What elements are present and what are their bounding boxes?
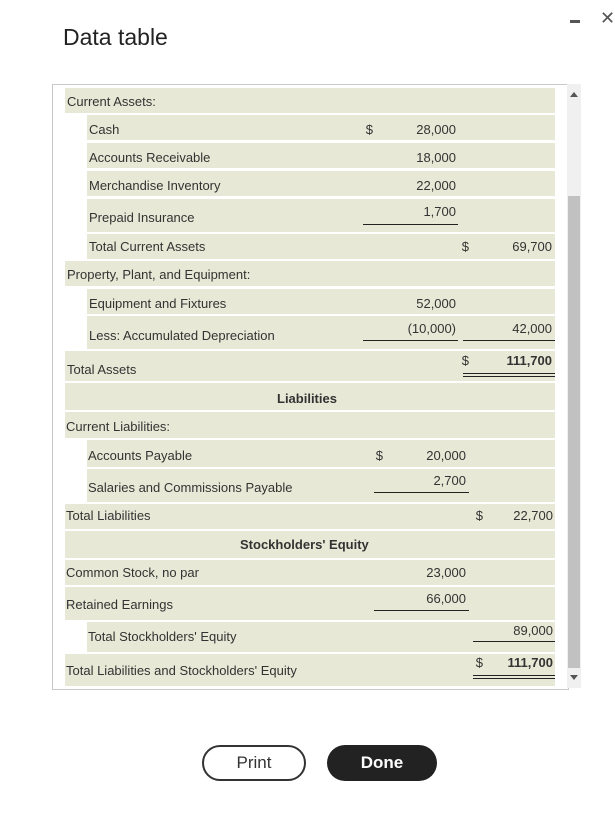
done-button[interactable]: Done: [327, 745, 437, 781]
ap-dollar: $: [375, 448, 383, 463]
subtotal-line: [363, 224, 458, 225]
data-table: [52, 84, 569, 690]
subtotal-line: [473, 641, 555, 642]
cash-label: Cash: [89, 122, 120, 137]
total-liabilities-total: 22,700: [513, 508, 553, 523]
scroll-down-icon[interactable]: [570, 675, 578, 680]
total-current-assets-label: Total Current Assets: [89, 239, 206, 254]
common-stock-amount: 23,000: [426, 565, 466, 580]
inventory-label: Merchandise Inventory: [89, 178, 221, 193]
equipment-label: Equipment and Fixtures: [89, 296, 227, 311]
total-equity-total: 89,000: [513, 623, 553, 638]
cash-dollar: $: [365, 122, 373, 137]
minimize-icon[interactable]: [570, 20, 580, 23]
section-current-liabilities: Current Liabilities:: [66, 419, 171, 434]
double-underline: [473, 675, 555, 679]
section-liabilities: Liabilities: [277, 391, 337, 406]
section-equity: Stockholders' Equity: [240, 537, 369, 552]
accum-dep-label: Less: Accumulated Depreciation: [89, 328, 275, 343]
retained-label: Retained Earnings: [66, 597, 173, 612]
ar-label: Accounts Receivable: [89, 150, 211, 165]
subtotal-line: [363, 340, 458, 341]
total-liabilities-dollar: $: [475, 508, 483, 523]
prepaid-amount: 1,700: [423, 204, 456, 219]
ap-label: Accounts Payable: [88, 448, 193, 463]
print-button[interactable]: Print: [202, 745, 306, 781]
total-equity-label: Total Stockholders' Equity: [88, 629, 237, 644]
total-assets-total: 111,700: [506, 353, 552, 368]
scroll-up-icon[interactable]: [570, 92, 578, 97]
dialog-title: Data table: [63, 24, 168, 50]
prepaid-label: Prepaid Insurance: [89, 210, 195, 225]
ap-amount: 20,000: [426, 448, 466, 463]
vertical-scrollbar[interactable]: [567, 84, 581, 688]
total-current-assets-total: 69,700: [512, 239, 552, 254]
subtotal-line: [463, 340, 555, 341]
section-current-assets: Current Assets:: [67, 94, 156, 109]
close-icon[interactable]: ✕: [600, 8, 615, 28]
row-band: [87, 115, 555, 140]
total-current-assets-dollar: $: [461, 239, 469, 254]
total-assets-dollar: $: [461, 353, 469, 368]
total-l-se-dollar: $: [475, 655, 483, 670]
retained-amount: 66,000: [426, 591, 466, 606]
section-ppe: Property, Plant, and Equipment:: [67, 267, 251, 282]
ar-amount: 18,000: [416, 150, 456, 165]
cash-amount: 28,000: [416, 122, 456, 137]
double-underline: [463, 373, 555, 377]
inventory-amount: 22,000: [416, 178, 456, 193]
salaries-amount: 2,700: [433, 473, 466, 488]
total-liabilities-label: Total Liabilities: [66, 508, 151, 523]
accum-dep-total: 42,000: [512, 321, 552, 336]
common-stock-label: Common Stock, no par: [66, 565, 199, 580]
total-assets-label: Total Assets: [67, 362, 137, 377]
subtotal-line: [374, 610, 469, 611]
subtotal-line: [374, 492, 469, 493]
equipment-amount: 52,000: [416, 296, 456, 311]
scroll-thumb[interactable]: [568, 196, 580, 668]
total-l-se-total: 111,700: [507, 655, 553, 670]
accum-dep-amount: (10,000): [407, 321, 456, 336]
total-l-se-label: Total Liabilities and Stockholders' Equity: [66, 663, 297, 678]
salaries-label: Salaries and Commissions Payable: [88, 480, 293, 495]
